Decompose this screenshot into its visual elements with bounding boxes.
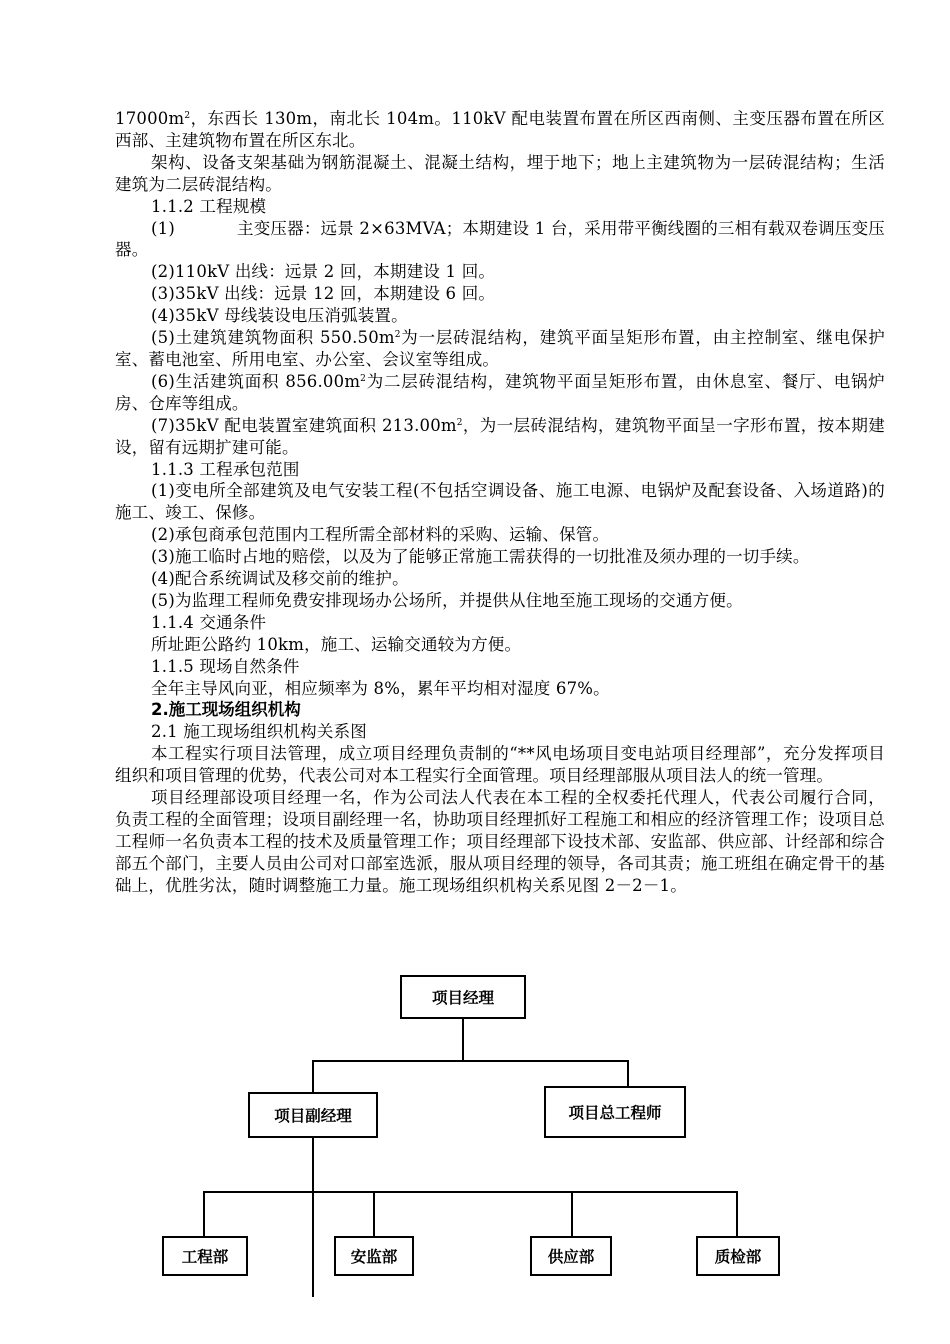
paragraph <box>115 108 885 152</box>
text-run: (5)土建筑建筑物面积 550.50m <box>151 328 395 348</box>
text-run: 为一层砖混结构，建筑平面呈矩形布置，由主控制室、继电保护室、蓄电池室、所用电室、办公室、会议室等组成。 <box>115 328 885 369</box>
org-box-deputy-manager: 项目副经理 <box>248 1092 378 1138</box>
paragraph: 架构、设备支架基础为钢筋混凝土、混凝土结构，埋于地下；地上主建筑物为一层砖混结构；生活建筑为二层砖混结构。 <box>115 152 885 194</box>
superscript: 2 <box>360 373 367 384</box>
text-run: ，东西长 130m，南北长 104m。110kV 配电装置布置在所区西南侧、主变压器布置在所区西部、主建筑物布置在所区东北。 <box>115 109 885 150</box>
section-heading: 1.1.2 工程规模 <box>151 196 267 216</box>
chapter-heading: 2.施工现场组织机构 <box>151 700 301 720</box>
connector-line <box>571 1191 573 1237</box>
connector-line <box>312 1137 314 1297</box>
paragraph: (4)35kV 母线装设电压消弧装置。 <box>151 306 408 326</box>
connector-line <box>736 1191 738 1237</box>
org-box-project-manager: 项目经理 <box>400 975 526 1019</box>
paragraph <box>115 371 885 415</box>
connector-line <box>312 1060 629 1062</box>
paragraph <box>115 327 885 371</box>
section-heading: 2.1 施工现场组织机构关系图 <box>151 722 367 742</box>
paragraph: (2)承包商承包范围内工程所需全部材料的采购、运输、保管。 <box>151 525 610 545</box>
list-number: (1) <box>151 218 175 238</box>
connector-line <box>373 1191 375 1237</box>
connector-line <box>462 1018 464 1060</box>
connector-line <box>312 1060 314 1093</box>
org-box-chief-engineer: 项目总工程师 <box>544 1086 686 1138</box>
paragraph: 本工程实行项目法管理，成立项目经理负责制的“**风电场项目变电站项目经理部”，充分发挥项目组织和项目管理的优势，代表公司对本工程实行全面管理。项目经理部服从项目法人的统一管理。 <box>115 744 885 786</box>
paragraph: 所址距公路约 10km，施工、运输交通较为方便。 <box>151 634 522 654</box>
text-run: (6)生活建筑面积 856.00m <box>151 371 361 391</box>
connector-line <box>203 1191 738 1193</box>
org-box-safety-dept: 安监部 <box>334 1236 414 1276</box>
text-run: ，为一层砖混结构，建筑物平面呈一字形布置，按本期建设，留有远期扩建可能。 <box>115 415 885 457</box>
text-run: (7)35kV 配电装置室建筑面积 213.00m <box>151 415 457 435</box>
text-run: 为二层砖混结构，建筑物平面呈矩形布置，由休息室、餐厅、电锅炉房、仓库等组成。 <box>115 371 885 413</box>
paragraph: (4)配合系统调试及移交前的维护。 <box>151 569 409 589</box>
org-box-quality-dept: 质检部 <box>696 1236 780 1276</box>
paragraph: (5)为监理工程师免费安排现场办公场所，并提供从住地至施工现场的交通方便。 <box>151 590 743 610</box>
paragraph <box>115 415 885 459</box>
paragraph: (2)110kV 出线：远景 2 回，本期建设 1 回。 <box>151 262 496 282</box>
section-heading: 1.1.4 交通条件 <box>151 612 267 632</box>
paragraph: (3)施工临时占地的赔偿，以及为了能够正常施工需获得的一切批准及须办理的一切手续。 <box>151 547 810 567</box>
document-body <box>115 108 885 897</box>
org-box-supply-dept: 供应部 <box>530 1236 612 1276</box>
text-run: 主变压器：远景 2×63MVA；本期建设 1 台，采用带平衡线圈的三相有载双卷调压变压器。 <box>115 218 885 260</box>
org-box-engineering-dept: 工程部 <box>162 1236 248 1276</box>
paragraph <box>115 218 885 262</box>
paragraph: 全年主导风向亚，相应频率为 8%，累年平均相对湿度 67%。 <box>151 678 610 698</box>
paragraph: 项目经理部设项目经理一名，作为公司法人代表在本工程的全权委托代理人，代表公司履行合同，负责工程的全面管理；设项目副经理一名，协助项目经理抓好工程施工和相应的经济管理工作；设项目总工程师一名负责本工程的技术及质量管理工作；项目经理部下设技术部、安监部、供应部、计经部和综合部五个部门，主要人员由公司对口部室选派，服从项目经理的领导，各司其责；施工班组在确定骨干的基础上，优胜劣汰，随时调整施工力量。施工现场组织机构关系见图 2－2－1。 <box>115 788 885 895</box>
section-heading: 1.1.5 现场自然条件 <box>151 656 300 676</box>
text-run: 17000m <box>115 109 185 128</box>
section-heading: 1.1.3 工程承包范围 <box>151 459 300 479</box>
superscript: 2 <box>394 330 401 341</box>
superscript: 2 <box>184 111 191 121</box>
paragraph: (3)35kV 出线：远景 12 回，本期建设 6 回。 <box>151 284 496 304</box>
superscript: 2 <box>456 417 463 428</box>
paragraph: (1)变电所全部建筑及电气安装工程(不包括空调设备、施工电源、电锅炉及配套设备、入场道路)的施工、竣工、保修。 <box>115 481 885 523</box>
connector-line <box>203 1191 205 1237</box>
